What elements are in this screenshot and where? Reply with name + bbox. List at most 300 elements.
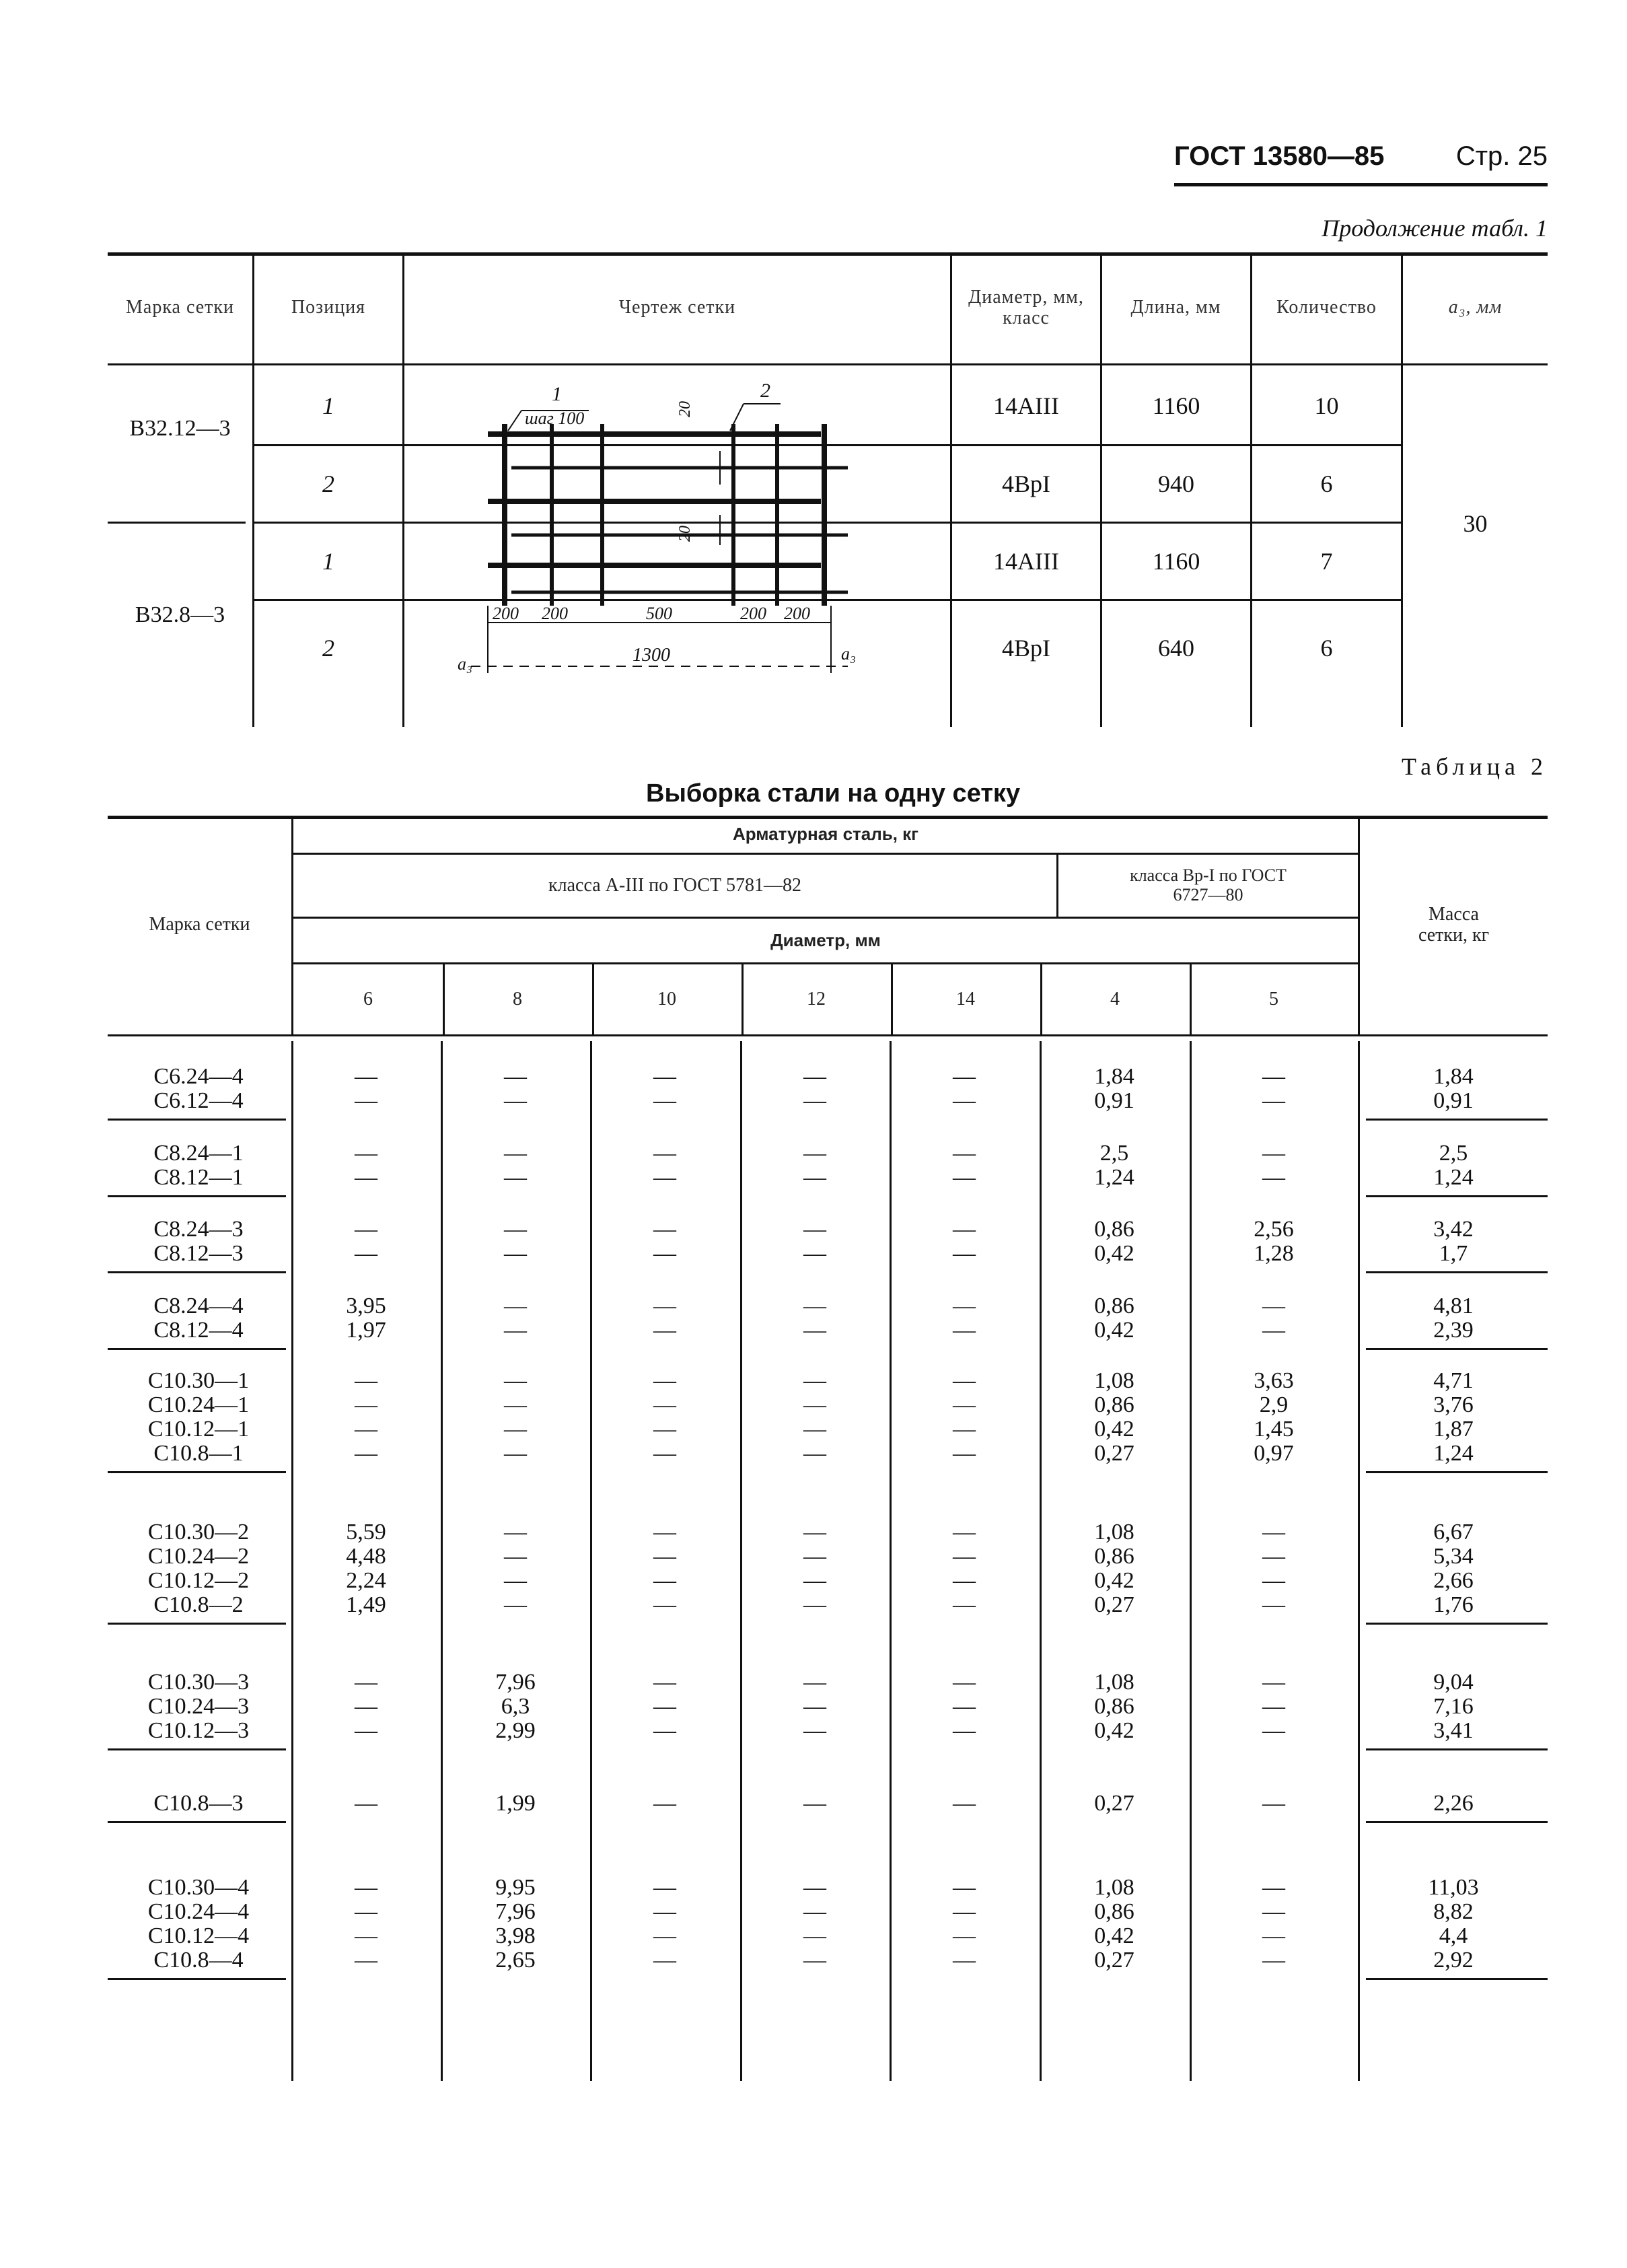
value-cell: —	[1262, 1923, 1285, 1948]
group-separator	[1366, 1271, 1548, 1273]
value-cell: 0,27	[1094, 1791, 1134, 1816]
value-cell: —	[653, 1417, 676, 1442]
value-cell: —	[1262, 1141, 1285, 1166]
value-cell: —	[653, 1217, 676, 1242]
header-class-b: класса Вр-I по ГОСТ 6727—80	[1130, 865, 1287, 905]
drawing-total-dim: 1300	[632, 645, 670, 666]
mass-cell: 2,92	[1433, 1948, 1474, 1973]
value-cell: —	[953, 1088, 976, 1113]
value-cell: —	[803, 1875, 826, 1900]
value-cell: —	[355, 1948, 377, 1973]
diameter-header-3: 12	[807, 988, 826, 1009]
value-cell: 3,63	[1254, 1368, 1294, 1393]
value-cell: —	[355, 1718, 377, 1743]
mark-cell: С8.24—3	[153, 1217, 244, 1242]
group-separator	[1366, 1978, 1548, 1980]
a3-cell: 30	[1463, 510, 1488, 537]
column-divider	[441, 1041, 443, 2081]
mark-cell: С8.12—3	[153, 1241, 244, 1266]
header-rule	[1174, 183, 1548, 186]
value-cell: —	[953, 1368, 976, 1393]
value-cell: 2,5	[1099, 1141, 1129, 1166]
value-cell: —	[504, 1165, 527, 1190]
value-cell: —	[803, 1592, 826, 1617]
header-diameter: Диаметр, мм, класс	[968, 286, 1084, 328]
value-cell: 0,27	[1094, 1441, 1134, 1466]
value-cell: —	[803, 1791, 826, 1816]
mark-cell: С10.12—2	[147, 1568, 250, 1593]
value-cell: —	[653, 1064, 676, 1089]
table-continuation-note: Продолжение табл. 1	[1322, 215, 1548, 242]
value-cell: 1,84	[1094, 1064, 1134, 1089]
value-cell: —	[803, 1141, 826, 1166]
mark-cell: С8.24—4	[153, 1294, 244, 1318]
mass-cell: 4,81	[1433, 1294, 1474, 1318]
value-cell: 1,24	[1094, 1165, 1134, 1190]
column-divider	[1190, 962, 1192, 1034]
count-cell: 7	[1320, 548, 1333, 575]
value-cell: —	[653, 1875, 676, 1900]
value-cell: 0,27	[1094, 1592, 1134, 1617]
mark-cell: С10.12—1	[147, 1417, 250, 1442]
position-cell: 2	[322, 470, 334, 497]
drawing-dim: 500	[646, 604, 672, 623]
table-1	[108, 252, 1548, 727]
position-cell: 1	[322, 392, 334, 419]
value-cell: —	[953, 1241, 976, 1266]
value-cell: 0,27	[1094, 1948, 1134, 1973]
value-cell: —	[1262, 1694, 1285, 1719]
value-cell: 2,56	[1254, 1217, 1294, 1242]
value-cell: —	[803, 1217, 826, 1242]
column-divider	[443, 962, 445, 1034]
mass-cell: 3,41	[1433, 1718, 1474, 1743]
value-cell: —	[653, 1294, 676, 1318]
drawing-label-2: 2	[760, 380, 770, 402]
value-cell: —	[953, 1875, 976, 1900]
value-cell: —	[803, 1392, 826, 1417]
value-cell: —	[803, 1441, 826, 1466]
mark-cell: С8.24—1	[153, 1141, 244, 1166]
value-cell: —	[504, 1217, 527, 1242]
value-cell: —	[504, 1088, 527, 1113]
value-cell: —	[504, 1141, 527, 1166]
value-cell: —	[803, 1520, 826, 1545]
value-cell: 1,08	[1094, 1875, 1134, 1900]
drawing-dim: 200	[784, 604, 810, 623]
diameter-header-2: 10	[657, 988, 676, 1009]
value-cell: —	[1262, 1899, 1285, 1924]
value-cell: —	[653, 1544, 676, 1569]
value-cell: 1,08	[1094, 1670, 1134, 1695]
mass-cell: 1,76	[1433, 1592, 1474, 1617]
mark-separator	[108, 522, 246, 524]
value-cell: —	[504, 1592, 527, 1617]
mark-cell: С10.24—2	[147, 1544, 250, 1569]
value-cell: —	[504, 1544, 527, 1569]
value-cell: —	[1262, 1544, 1285, 1569]
diameter-cell: 4ВрI	[1002, 470, 1050, 497]
value-cell: —	[803, 1948, 826, 1973]
value-cell: —	[653, 1694, 676, 1719]
value-cell: —	[653, 1392, 676, 1417]
value-cell: 0,42	[1094, 1718, 1134, 1743]
value-cell: —	[953, 1592, 976, 1617]
value-cell: —	[803, 1417, 826, 1442]
value-cell: 7,96	[495, 1670, 536, 1695]
value-cell: —	[504, 1392, 527, 1417]
column-divider	[1040, 962, 1042, 1034]
value-cell: —	[653, 1368, 676, 1393]
value-cell: 1,28	[1254, 1241, 1294, 1266]
value-cell: —	[1262, 1875, 1285, 1900]
value-cell: —	[1262, 1165, 1285, 1190]
value-cell: 3,98	[495, 1923, 536, 1948]
diameter-header-6: 5	[1269, 988, 1278, 1009]
mesh-drawing	[458, 370, 1023, 720]
value-cell: —	[803, 1241, 826, 1266]
value-cell: 4,48	[346, 1544, 386, 1569]
value-cell: —	[803, 1899, 826, 1924]
value-cell: —	[953, 1899, 976, 1924]
value-cell: —	[653, 1791, 676, 1816]
value-cell: —	[953, 1441, 976, 1466]
value-cell: —	[803, 1694, 826, 1719]
value-cell: —	[953, 1064, 976, 1089]
value-cell: 2,65	[495, 1948, 536, 1973]
group-separator	[108, 1348, 286, 1350]
value-cell: 1,99	[495, 1791, 536, 1816]
value-cell: —	[355, 1064, 377, 1089]
value-cell: 0,86	[1094, 1217, 1134, 1242]
count-cell: 6	[1320, 470, 1333, 497]
mass-cell: 2,5	[1439, 1141, 1468, 1166]
value-cell: 5,59	[346, 1520, 386, 1545]
value-cell: —	[953, 1568, 976, 1593]
leader-line	[508, 411, 521, 431]
mark-cell: С10.30—4	[147, 1875, 250, 1900]
header-bottom-rule	[108, 1034, 1548, 1036]
mark-cell: С10.8—4	[153, 1948, 244, 1973]
value-cell: 0,86	[1094, 1899, 1134, 1924]
value-cell: —	[504, 1318, 527, 1343]
mass-cell: 3,42	[1433, 1217, 1474, 1242]
value-cell: —	[355, 1368, 377, 1393]
drawing-dim-20: 20	[676, 401, 694, 417]
value-cell: 0,42	[1094, 1568, 1134, 1593]
group-separator	[1366, 1119, 1548, 1121]
column-divider	[592, 962, 594, 1034]
table-2-label: Таблица 2	[1402, 753, 1548, 780]
value-cell: —	[1262, 1294, 1285, 1318]
value-cell: —	[355, 1670, 377, 1695]
value-cell: —	[803, 1544, 826, 1569]
value-cell: 0,86	[1094, 1694, 1134, 1719]
value-cell: —	[1262, 1592, 1285, 1617]
mark-cell: С10.12—4	[147, 1923, 250, 1948]
value-cell: —	[653, 1592, 676, 1617]
mark-cell: С10.30—1	[147, 1368, 250, 1393]
mass-cell: 1,84	[1433, 1064, 1474, 1089]
value-cell: —	[953, 1520, 976, 1545]
drawing-a3-right: а₃	[841, 644, 857, 664]
drawing-dim: 200	[740, 604, 766, 623]
mass-cell: 1,24	[1433, 1165, 1474, 1190]
group-separator	[1366, 1623, 1548, 1625]
column-divider	[740, 1041, 742, 2081]
value-cell: 3,95	[346, 1294, 386, 1318]
value-cell: —	[1262, 1948, 1285, 1973]
value-cell: —	[653, 1948, 676, 1973]
value-cell: —	[1262, 1520, 1285, 1545]
value-cell: 6,3	[501, 1694, 530, 1719]
drawing-label-1: 1	[552, 383, 562, 405]
value-cell: —	[1262, 1088, 1285, 1113]
header-mass: Масса сетки, кг	[1418, 903, 1490, 946]
value-cell: —	[355, 1165, 377, 1190]
mark-b32-8-3: В32.8—3	[135, 602, 225, 627]
value-cell: —	[953, 1791, 976, 1816]
column-divider	[890, 1041, 892, 2081]
group-separator	[108, 1195, 286, 1197]
value-cell: —	[953, 1923, 976, 1948]
mass-cell: 0,91	[1433, 1088, 1474, 1113]
group-separator	[108, 1471, 286, 1473]
value-cell: —	[1262, 1718, 1285, 1743]
mass-cell: 4,4	[1439, 1923, 1468, 1948]
group-separator	[108, 1821, 286, 1823]
group-separator	[108, 1748, 286, 1750]
mass-cell: 3,76	[1433, 1392, 1474, 1417]
header-position: Позиция	[291, 297, 366, 318]
value-cell: —	[1262, 1318, 1285, 1343]
value-cell: —	[803, 1088, 826, 1113]
value-cell: —	[953, 1694, 976, 1719]
value-cell: —	[504, 1368, 527, 1393]
mass-cell: 1,7	[1439, 1241, 1468, 1266]
header-mark: Марка сетки	[126, 297, 234, 318]
value-cell: —	[1262, 1064, 1285, 1089]
value-cell: —	[803, 1294, 826, 1318]
mass-cell: 1,24	[1433, 1441, 1474, 1466]
value-cell: 1,08	[1094, 1520, 1134, 1545]
value-cell: —	[504, 1417, 527, 1442]
column-divider	[1358, 1041, 1360, 2081]
mark-cell: С10.24—1	[147, 1392, 250, 1417]
value-cell: —	[355, 1417, 377, 1442]
mass-cell: 1,87	[1433, 1417, 1474, 1442]
value-cell: 0,42	[1094, 1923, 1134, 1948]
value-cell: —	[953, 1318, 976, 1343]
group-separator	[1366, 1195, 1548, 1197]
drawing-a3-left: а₃	[458, 654, 473, 674]
value-cell: —	[653, 1318, 676, 1343]
value-cell: 2,9	[1259, 1392, 1289, 1417]
header-diameter: Диаметр, мм	[770, 930, 881, 951]
value-cell: —	[803, 1670, 826, 1695]
drawing-step-label: шаг 100	[525, 409, 585, 428]
value-cell: 0,86	[1094, 1294, 1134, 1318]
column-divider	[1190, 1041, 1192, 2081]
value-cell: —	[953, 1417, 976, 1442]
value-cell: —	[653, 1165, 676, 1190]
value-cell: —	[653, 1241, 676, 1266]
count-cell: 10	[1314, 392, 1339, 419]
mark-cell: С10.8—2	[153, 1592, 244, 1617]
value-cell: —	[355, 1088, 377, 1113]
count-cell: 6	[1320, 635, 1333, 662]
value-cell: 7,96	[495, 1899, 536, 1924]
value-cell: —	[803, 1064, 826, 1089]
diameter-cell: 14АIII	[993, 392, 1059, 419]
value-cell: —	[653, 1088, 676, 1113]
mark-cell: С10.30—2	[147, 1520, 250, 1545]
header-steel: Арматурная сталь, кг	[732, 824, 919, 845]
value-cell: 2,99	[495, 1718, 536, 1743]
value-cell: 0,97	[1254, 1441, 1294, 1466]
table-header-rule	[108, 363, 1548, 365]
drawing-dim-20: 20	[676, 526, 694, 542]
value-cell: 0,86	[1094, 1544, 1134, 1569]
header-count: Количество	[1276, 297, 1377, 318]
value-cell: —	[953, 1718, 976, 1743]
mark-cell: С10.24—3	[147, 1694, 250, 1719]
value-cell: —	[355, 1923, 377, 1948]
value-cell: —	[653, 1141, 676, 1166]
mark-b32-12-3: В32.12—3	[129, 416, 231, 441]
value-cell: —	[953, 1392, 976, 1417]
value-cell: —	[803, 1923, 826, 1948]
value-cell: —	[504, 1064, 527, 1089]
group-separator	[1366, 1748, 1548, 1750]
table-2-title: Выборка стали на одну сетку	[646, 779, 1021, 808]
diameter-header-0: 6	[363, 988, 373, 1009]
group-separator	[108, 1978, 286, 1980]
value-cell: 1,49	[346, 1592, 386, 1617]
position-cell: 2	[322, 635, 334, 662]
group-separator	[108, 1271, 286, 1273]
mass-cell: 2,66	[1433, 1568, 1474, 1593]
header-mark: Марка сетки	[149, 914, 250, 935]
value-cell: 2,24	[346, 1568, 386, 1593]
value-cell: —	[355, 1694, 377, 1719]
value-cell: —	[504, 1520, 527, 1545]
value-cell: —	[653, 1923, 676, 1948]
value-cell: 0,42	[1094, 1417, 1134, 1442]
value-cell: —	[653, 1568, 676, 1593]
value-cell: —	[653, 1718, 676, 1743]
header-class-a: класса А-III по ГОСТ 5781—82	[548, 874, 801, 896]
value-cell: —	[355, 1217, 377, 1242]
mass-cell: 2,39	[1433, 1318, 1474, 1343]
value-cell: —	[953, 1670, 976, 1695]
table-2	[108, 816, 1548, 2081]
column-divider	[891, 962, 893, 1034]
value-cell: —	[504, 1568, 527, 1593]
value-cell: —	[355, 1441, 377, 1466]
value-cell: —	[355, 1875, 377, 1900]
value-cell: —	[1262, 1791, 1285, 1816]
value-cell: —	[803, 1568, 826, 1593]
value-cell: —	[355, 1899, 377, 1924]
mass-cell: 5,34	[1433, 1544, 1474, 1569]
value-cell: —	[953, 1948, 976, 1973]
value-cell: 1,08	[1094, 1368, 1134, 1393]
value-cell: —	[1262, 1568, 1285, 1593]
mass-cell: 11,03	[1428, 1875, 1479, 1900]
value-cell: —	[803, 1368, 826, 1393]
mark-cell: С10.8—3	[153, 1791, 244, 1816]
length-cell: 640	[1158, 635, 1194, 662]
mass-cell: 6,67	[1433, 1520, 1474, 1545]
column-divider	[1040, 1041, 1042, 2081]
mark-cell: С8.12—4	[153, 1318, 244, 1343]
value-cell: 0,42	[1094, 1318, 1134, 1343]
mass-cell: 8,82	[1433, 1899, 1474, 1924]
value-cell: —	[653, 1670, 676, 1695]
value-cell: —	[355, 1791, 377, 1816]
diameter-header-1: 8	[513, 988, 522, 1009]
value-cell: —	[355, 1241, 377, 1266]
group-separator	[1366, 1471, 1548, 1473]
value-cell: —	[653, 1441, 676, 1466]
diameter-cell: 14АIII	[993, 548, 1059, 575]
group-separator	[1366, 1348, 1548, 1350]
page-header	[1174, 141, 1548, 182]
value-cell: —	[653, 1520, 676, 1545]
value-cell: —	[355, 1392, 377, 1417]
header-length: Длина, мм	[1130, 297, 1221, 318]
value-cell: —	[355, 1141, 377, 1166]
mark-cell: С10.8—1	[153, 1441, 244, 1466]
value-cell: —	[953, 1294, 976, 1318]
document-code: ГОСТ 13580—85	[1174, 141, 1385, 171]
diameter-header-4: 14	[956, 988, 975, 1009]
mark-cell: С6.24—4	[153, 1064, 244, 1089]
mark-cell: С10.12—3	[147, 1718, 250, 1743]
group-separator	[108, 1623, 286, 1625]
value-cell: 0,86	[1094, 1392, 1134, 1417]
value-cell: 0,91	[1094, 1088, 1134, 1113]
mark-cell: С6.12—4	[153, 1088, 244, 1113]
header-a3: а₃, мм	[1448, 297, 1503, 318]
group-separator	[108, 1119, 286, 1121]
mass-cell: 2,26	[1433, 1791, 1474, 1816]
group-separator	[1366, 1821, 1548, 1823]
value-cell: —	[953, 1165, 976, 1190]
mark-cell: С10.24—4	[147, 1899, 250, 1924]
value-cell: 0,42	[1094, 1241, 1134, 1266]
value-cell: —	[953, 1217, 976, 1242]
value-cell: —	[803, 1165, 826, 1190]
value-cell: 9,95	[495, 1875, 536, 1900]
length-cell: 940	[1158, 470, 1194, 497]
value-cell: —	[953, 1141, 976, 1166]
value-cell: —	[504, 1294, 527, 1318]
column-divider	[590, 1041, 592, 2081]
value-cell: —	[1262, 1670, 1285, 1695]
mass-cell: 7,16	[1433, 1694, 1474, 1719]
header-drawing: Чертеж сетки	[618, 297, 736, 318]
value-cell: —	[653, 1899, 676, 1924]
column-divider	[742, 962, 744, 1034]
value-cell: —	[504, 1441, 527, 1466]
mass-cell: 9,04	[1433, 1670, 1474, 1695]
length-cell: 1160	[1152, 392, 1200, 419]
column-divider	[291, 1041, 293, 2081]
diameter-cell: 4ВрI	[1002, 635, 1050, 662]
mark-cell: С10.30—3	[147, 1670, 250, 1695]
